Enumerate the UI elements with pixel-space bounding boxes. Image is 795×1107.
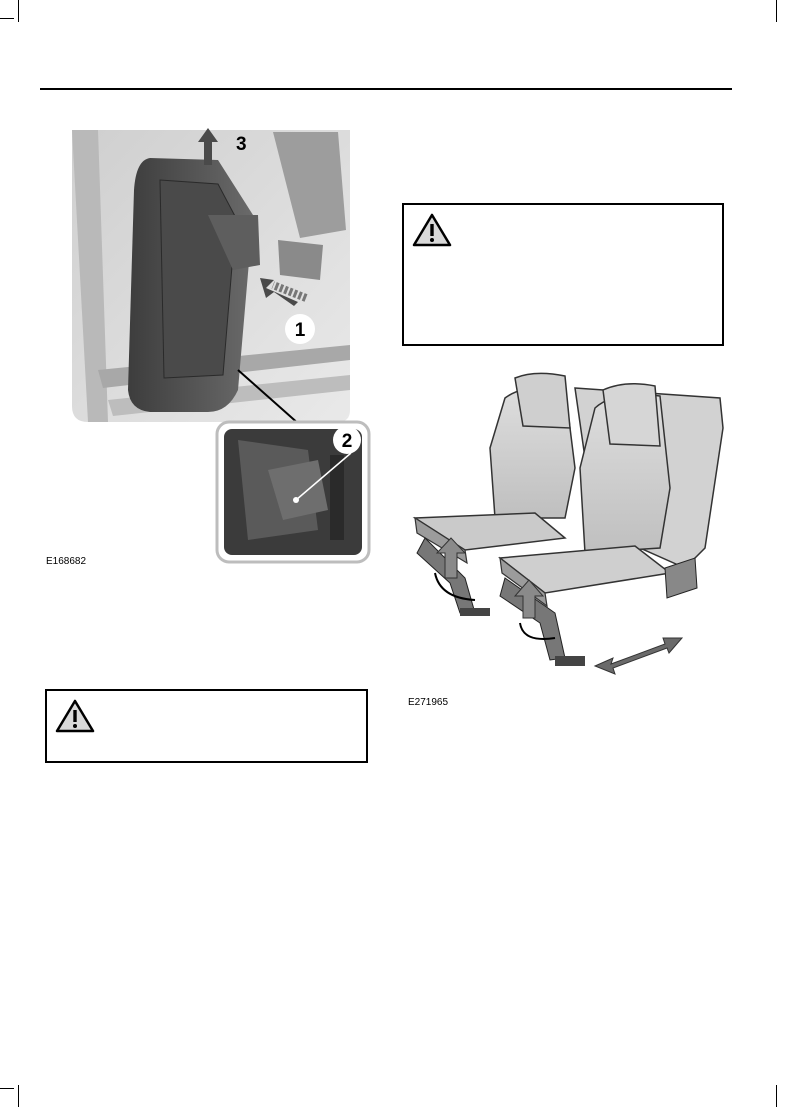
crop-mark-bottom-left-h	[0, 1088, 14, 1089]
warning-triangle-icon	[55, 699, 95, 733]
crop-mark-top-left-h	[0, 18, 14, 19]
callout-3: 3	[236, 134, 247, 155]
figure-code-1: E168682	[46, 556, 87, 567]
callout-2: 2	[341, 431, 353, 452]
figure-twin-seats	[405, 368, 730, 680]
seat-fold-illustration	[68, 120, 373, 565]
warning-box-left	[45, 689, 368, 763]
figure-seat-fold	[68, 120, 373, 565]
warning-triangle-icon	[412, 213, 452, 247]
crop-mark-bottom-right	[776, 1085, 777, 1107]
warning-box-right	[402, 203, 724, 346]
twin-seats-illustration	[405, 368, 730, 680]
crop-mark-bottom-left	[18, 1085, 19, 1107]
crop-mark-top-right	[776, 0, 777, 22]
callout-1: 1	[294, 320, 306, 341]
figure-code-2: E271965	[408, 697, 449, 708]
header-rule	[40, 88, 732, 90]
crop-mark-top-left	[18, 0, 19, 22]
